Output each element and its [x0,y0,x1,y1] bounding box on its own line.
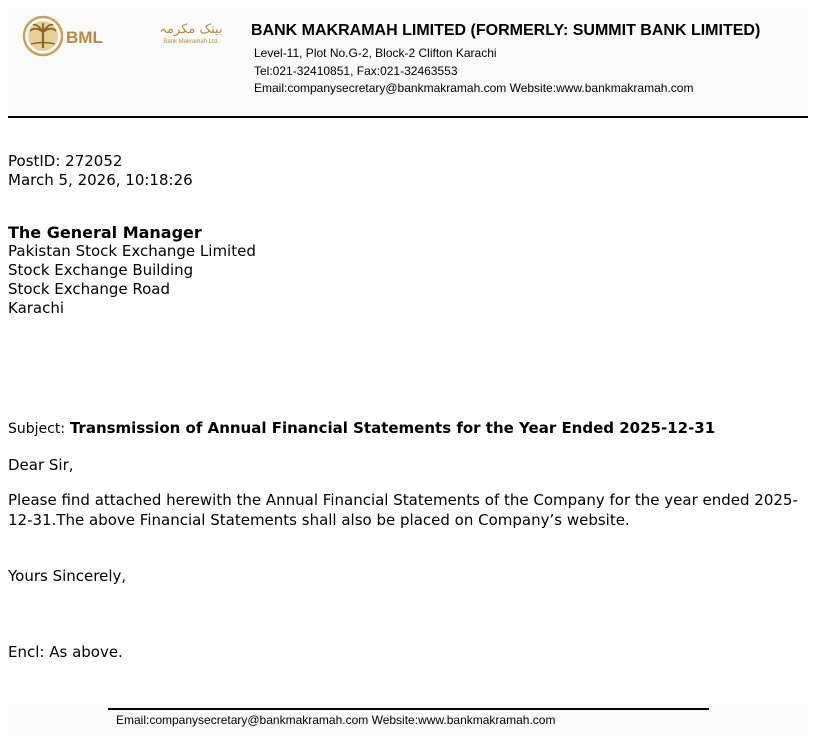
salutation: Dear Sir, [8,456,74,474]
company-email-website: Email:companysecretary@bankmakramah.com Website:www.bankmakramah.com [254,81,694,95]
letterhead [8,8,808,114]
post-id: PostID: 272052 [8,152,123,170]
company-name: BANK MAKRAMAH LIMITED (FORMERLY: SUMMIT BANK LIMITED) [251,22,761,39]
recipient-building: Stock Exchange Building [8,261,194,279]
recipient-road: Stock Exchange Road [8,280,170,298]
recipient-city: Karachi [8,299,65,317]
footer-divider [108,708,709,710]
footer-email-website: Email:companysecretary@bankmakramah.com Website:www.bankmakramah.com [116,713,556,727]
subject-label: Subject: [8,421,66,437]
letter-body: Please find attached herewith the Annual Financial Statements of the Company for the year ended 2025-12-31.The above Financial Statements shall also be placed on Company’s website. [8,491,798,529]
company-phone-fax: Tel:021-32410851, Fax:021-32463553 [254,64,458,78]
svg-text:BML: BML [66,28,103,47]
recipient-organization: Pakistan Stock Exchange Limited [8,242,256,260]
subject-text: Transmission of Annual Financial Statements for the Year Ended 2025-12-31 [69,419,716,437]
letter-subject [8,419,715,437]
recipient-title: The General Manager [8,223,202,242]
header-divider [8,116,808,118]
bml-logo [22,14,112,58]
post-datetime: March 5, 2026, 10:18:26 [8,171,193,189]
enclosure: Encl: As above. [8,643,123,661]
company-address: Level-11, Plot No.G-2, Block-2 Clifton Karachi [254,46,497,60]
closing: Yours Sincerely, [8,567,127,585]
bank-makramah-wordmark: بینک مکرمہ Bank Makramah Ltd. [159,22,223,45]
